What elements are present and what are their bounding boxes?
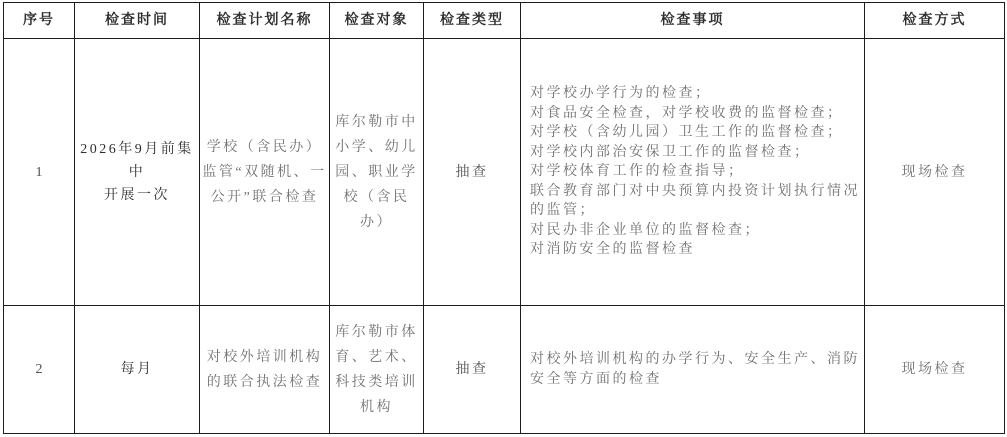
target-line: 校（含民 <box>343 189 410 205</box>
cell-plan-name <box>200 306 330 434</box>
cell-seq: 2 <box>4 306 75 434</box>
plan-line: 公开”联合检查 <box>210 189 319 205</box>
cell-target <box>330 39 424 306</box>
cell-type: 抽查 <box>424 39 521 306</box>
target-line: 小学、幼儿 <box>335 139 418 155</box>
cell-method: 现场检查 <box>865 306 1005 434</box>
header-row <box>4 3 1005 39</box>
target-line: 园、职业学 <box>335 164 418 180</box>
inspection-item: 对学校内部治安保卫工作的监督检查； <box>530 144 811 160</box>
plan-line: 的联合执法检查 <box>206 374 323 390</box>
header-seq: 序号 <box>4 3 75 39</box>
inspection-item: 对学校体育工作的检查指导； <box>530 164 745 180</box>
header-items: 检查事项 <box>521 3 865 39</box>
time-line: 2026年9月前集中 <box>80 141 194 180</box>
inspection-plan-table <box>3 2 1005 434</box>
cell-method: 现场检查 <box>865 39 1005 306</box>
target-line: 育、艺术、 <box>335 349 418 365</box>
header-method: 检查方式 <box>865 3 1005 39</box>
header-plan-name: 检查计划名称 <box>200 3 330 39</box>
target-line: 科技类培训 <box>335 374 418 390</box>
inspection-item: 对校外培训机构的办学行为、安全生产、消防安全等方面的检查 <box>530 352 860 387</box>
plan-line: 学校（含民办） <box>206 139 323 155</box>
target-line: 办） <box>360 214 393 230</box>
inspection-item: 对民办非企业单位的监督检查； <box>530 222 761 238</box>
cell-target <box>330 306 424 434</box>
cell-time <box>75 39 200 306</box>
cell-time <box>75 306 200 434</box>
header-target: 检查对象 <box>330 3 424 39</box>
cell-seq: 1 <box>4 39 75 306</box>
table-row <box>4 39 1005 306</box>
target-line: 机构 <box>360 399 393 415</box>
time-line: 开展一次 <box>104 187 170 203</box>
inspection-item: 对学校办学行为的检查； <box>530 86 712 102</box>
plan-line: 对校外培训机构 <box>206 349 323 365</box>
inspection-item: 对消防安全的监督检查 <box>530 242 695 258</box>
cell-items <box>521 306 865 434</box>
table-row <box>4 306 1005 434</box>
inspection-item: 对学校（含幼儿园）卫生工作的监督检查； <box>530 125 844 141</box>
cell-plan-name <box>200 39 330 306</box>
target-line: 库尔勒市体 <box>335 324 418 340</box>
time-line: 每月 <box>120 362 154 377</box>
inspection-item: 联合教育部门对中央预算内投资计划执行情况的监管； <box>530 183 860 219</box>
cell-items <box>521 39 865 306</box>
cell-type: 抽查 <box>424 306 521 434</box>
target-line: 库尔勒市中 <box>335 114 418 130</box>
header-type: 检查类型 <box>424 3 521 39</box>
inspection-item: 对食品安全检查，对学校收费的监督检查； <box>530 105 844 121</box>
plan-line: 监管“双随机、一 <box>202 164 327 180</box>
header-time: 检查时间 <box>75 3 200 39</box>
